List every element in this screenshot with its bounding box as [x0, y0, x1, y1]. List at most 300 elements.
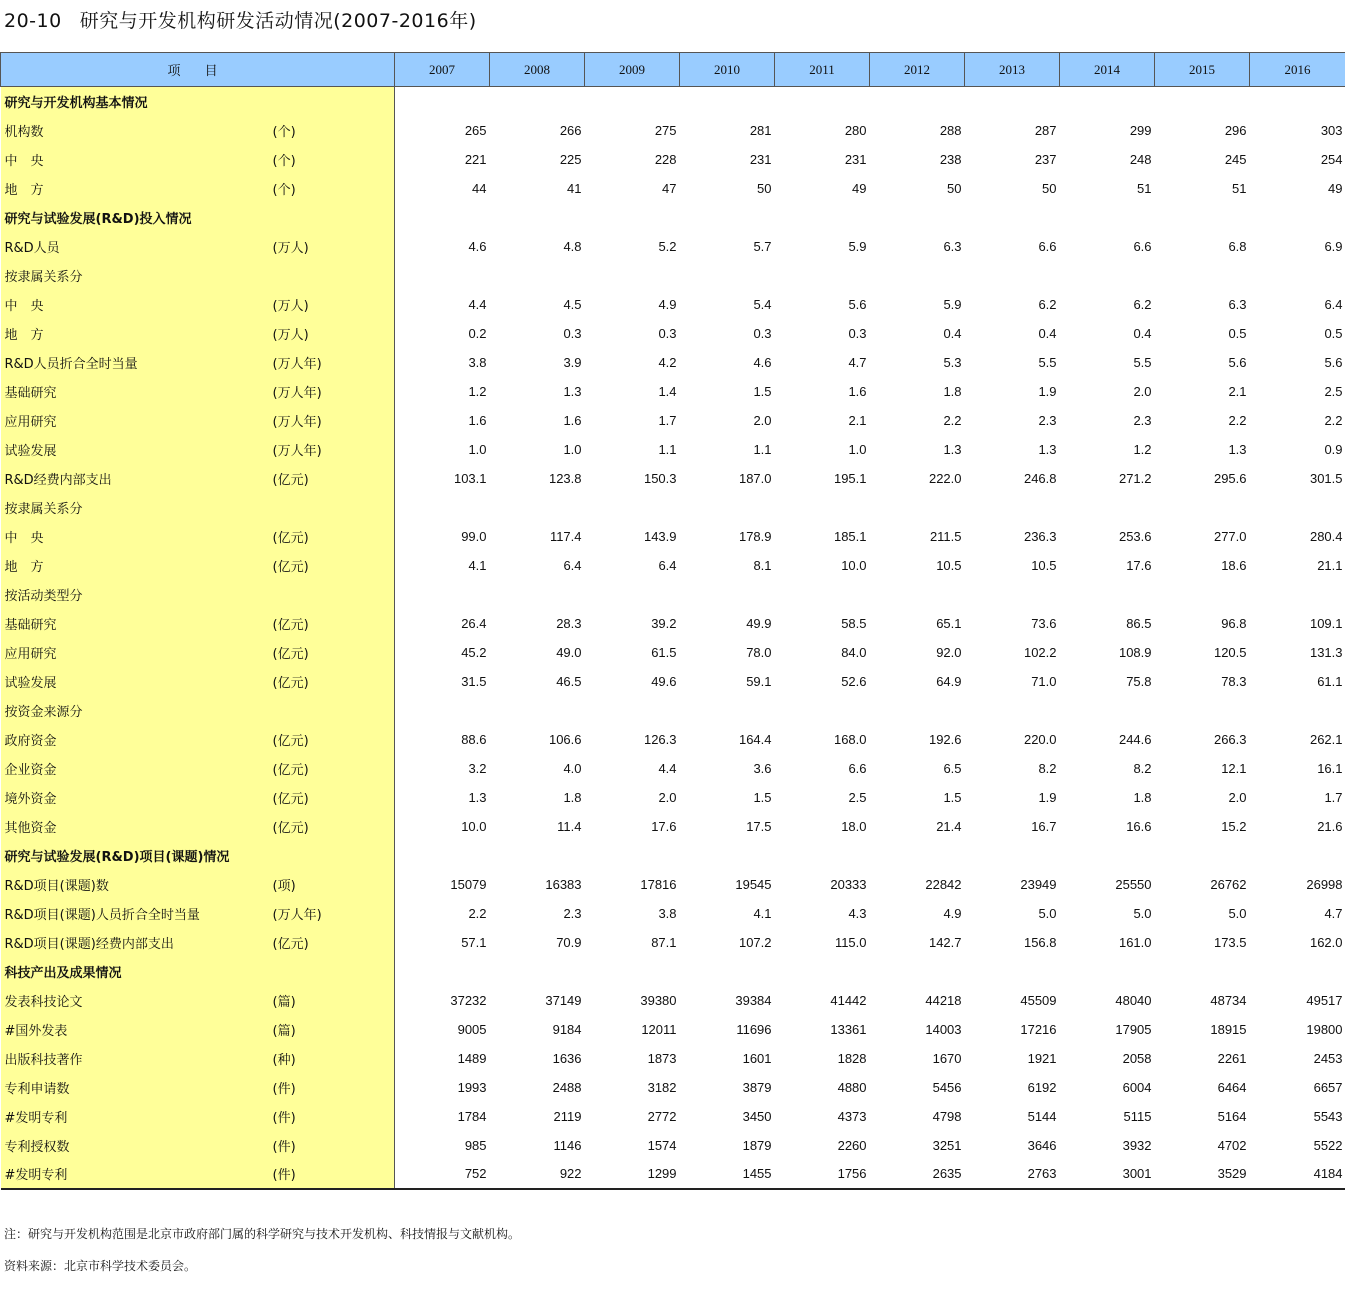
row-unit [271, 493, 395, 522]
value-cell [775, 261, 870, 290]
value-cell: 5.0 [1155, 899, 1250, 928]
row-unit: (件) [271, 1073, 395, 1102]
group-row [1, 696, 1345, 725]
value-cell: 2.5 [775, 783, 870, 812]
value-cell: 6.8 [1155, 232, 1250, 261]
value-cell: 26762 [1155, 870, 1250, 899]
table-row [1, 638, 1345, 667]
value-cell: 2058 [1060, 1044, 1155, 1073]
value-cell [585, 580, 680, 609]
value-cell: 73.6 [965, 609, 1060, 638]
value-cell [680, 493, 775, 522]
value-cell: 10.0 [775, 551, 870, 580]
value-cell [870, 87, 965, 116]
row-label: 研究与开发机构基本情况 [1, 87, 271, 116]
row-unit [271, 580, 395, 609]
value-cell: 10.0 [395, 812, 490, 841]
row-unit: (亿元) [271, 638, 395, 667]
value-cell: 6192 [965, 1073, 1060, 1102]
value-cell: 1.8 [1060, 783, 1155, 812]
row-unit [271, 203, 395, 232]
value-cell [490, 261, 585, 290]
table-row [1, 522, 1345, 551]
value-cell: 288 [870, 116, 965, 145]
value-cell: 18915 [1155, 1015, 1250, 1044]
table-row [1, 406, 1345, 435]
row-unit: (种) [271, 1044, 395, 1073]
row-unit: (亿元) [271, 783, 395, 812]
value-cell: 17905 [1060, 1015, 1155, 1044]
value-cell [585, 957, 680, 986]
value-cell [965, 957, 1060, 986]
value-cell: 13361 [775, 1015, 870, 1044]
value-cell [1250, 261, 1345, 290]
value-cell: 6.2 [1060, 290, 1155, 319]
row-label: 研究与试验发展(R&D)项目(课题)情况 [1, 841, 271, 870]
year-header: 2011 [775, 53, 870, 87]
row-unit: (亿元) [271, 464, 395, 493]
value-cell [490, 493, 585, 522]
value-cell: 75.8 [1060, 667, 1155, 696]
value-cell: 0.3 [585, 319, 680, 348]
value-cell [1060, 87, 1155, 116]
value-cell [870, 493, 965, 522]
value-cell: 48040 [1060, 986, 1155, 1015]
year-header: 2016 [1250, 53, 1345, 87]
value-cell: 49517 [1250, 986, 1345, 1015]
value-cell: 2.0 [585, 783, 680, 812]
value-cell [395, 261, 490, 290]
value-cell: 280.4 [1250, 522, 1345, 551]
value-cell: 1873 [585, 1044, 680, 1073]
value-cell: 221 [395, 145, 490, 174]
value-cell: 15.2 [1155, 812, 1250, 841]
value-cell: 752 [395, 1160, 490, 1189]
value-cell: 6.3 [870, 232, 965, 261]
value-cell: 1.5 [680, 783, 775, 812]
group-row [1, 493, 1345, 522]
value-cell: 16.1 [1250, 754, 1345, 783]
row-label: R&D项目(课题)数 [1, 870, 271, 899]
table-row [1, 754, 1345, 783]
section-row [1, 203, 1345, 232]
row-label: 中 央 [1, 145, 271, 174]
value-cell: 2260 [775, 1131, 870, 1160]
value-cell: 295.6 [1155, 464, 1250, 493]
row-label: 基础研究 [1, 609, 271, 638]
row-label: 研究与试验发展(R&D)投入情况 [1, 203, 271, 232]
table-row [1, 899, 1345, 928]
value-cell: 9184 [490, 1015, 585, 1044]
value-cell: 248 [1060, 145, 1155, 174]
row-label: 机构数 [1, 116, 271, 145]
value-cell: 2.2 [1155, 406, 1250, 435]
value-cell: 20333 [775, 870, 870, 899]
group-row [1, 580, 1345, 609]
value-cell: 287 [965, 116, 1060, 145]
value-cell: 108.9 [1060, 638, 1155, 667]
row-unit: (个) [271, 145, 395, 174]
value-cell [1155, 203, 1250, 232]
value-cell [680, 580, 775, 609]
value-cell [775, 957, 870, 986]
table-row [1, 464, 1345, 493]
value-cell: 5.4 [680, 290, 775, 319]
value-cell: 28.3 [490, 609, 585, 638]
value-cell: 142.7 [870, 928, 965, 957]
value-cell: 3.8 [585, 899, 680, 928]
value-cell: 1299 [585, 1160, 680, 1189]
value-cell: 4.1 [680, 899, 775, 928]
value-cell: 4.7 [1250, 899, 1345, 928]
row-unit: (万人年) [271, 377, 395, 406]
value-cell [1060, 696, 1155, 725]
row-label: #国外发表 [1, 1015, 271, 1044]
value-cell: 4.9 [585, 290, 680, 319]
value-cell: 17216 [965, 1015, 1060, 1044]
row-unit: (篇) [271, 1015, 395, 1044]
value-cell: 6.2 [965, 290, 1060, 319]
value-cell: 253.6 [1060, 522, 1155, 551]
value-cell [1250, 957, 1345, 986]
value-cell: 1784 [395, 1102, 490, 1131]
value-cell: 5.3 [870, 348, 965, 377]
value-cell: 23949 [965, 870, 1060, 899]
value-cell: 6.5 [870, 754, 965, 783]
row-unit: (亿元) [271, 667, 395, 696]
row-unit: (万人年) [271, 406, 395, 435]
value-cell: 3932 [1060, 1131, 1155, 1160]
value-cell: 4373 [775, 1102, 870, 1131]
value-cell: 1146 [490, 1131, 585, 1160]
value-cell: 5.9 [775, 232, 870, 261]
value-cell: 17.5 [680, 812, 775, 841]
value-cell: 96.8 [1155, 609, 1250, 638]
value-cell: 228 [585, 145, 680, 174]
row-label: 出版科技著作 [1, 1044, 271, 1073]
value-cell [1060, 580, 1155, 609]
value-cell [870, 841, 965, 870]
value-cell: 59.1 [680, 667, 775, 696]
value-cell: 5522 [1250, 1131, 1345, 1160]
value-cell: 1.7 [1250, 783, 1345, 812]
value-cell: 1828 [775, 1044, 870, 1073]
value-cell: 1.6 [775, 377, 870, 406]
year-header: 2007 [395, 53, 490, 87]
value-cell: 65.1 [870, 609, 965, 638]
value-cell: 1.0 [775, 435, 870, 464]
value-cell [870, 203, 965, 232]
year-header: 2012 [870, 53, 965, 87]
row-label: R&D项目(课题)人员折合全时当量 [1, 899, 271, 928]
value-cell [965, 493, 1060, 522]
value-cell: 3.9 [490, 348, 585, 377]
value-cell: 1.6 [395, 406, 490, 435]
value-cell: 1.3 [490, 377, 585, 406]
value-cell: 4702 [1155, 1131, 1250, 1160]
value-cell: 120.5 [1155, 638, 1250, 667]
value-cell: 21.6 [1250, 812, 1345, 841]
value-cell: 17.6 [1060, 551, 1155, 580]
table-body [1, 87, 1345, 1189]
value-cell: 58.5 [775, 609, 870, 638]
value-cell: 1.0 [490, 435, 585, 464]
value-cell: 88.6 [395, 725, 490, 754]
value-cell: 39380 [585, 986, 680, 1015]
value-cell [965, 203, 1060, 232]
table-row [1, 725, 1345, 754]
value-cell: 6.4 [490, 551, 585, 580]
value-cell [965, 696, 1060, 725]
value-cell: 61.5 [585, 638, 680, 667]
table-row [1, 319, 1345, 348]
value-cell: 296 [1155, 116, 1250, 145]
value-cell: 3001 [1060, 1160, 1155, 1189]
value-cell: 0.5 [1155, 319, 1250, 348]
value-cell: 16383 [490, 870, 585, 899]
value-cell: 168.0 [775, 725, 870, 754]
row-unit: (亿元) [271, 812, 395, 841]
value-cell: 1670 [870, 1044, 965, 1073]
value-cell: 37149 [490, 986, 585, 1015]
value-cell: 164.4 [680, 725, 775, 754]
value-cell: 4.4 [395, 290, 490, 319]
row-label: #发明专利 [1, 1160, 271, 1189]
row-unit: (万人) [271, 319, 395, 348]
value-cell: 1601 [680, 1044, 775, 1073]
value-cell: 131.3 [1250, 638, 1345, 667]
value-cell: 50 [870, 174, 965, 203]
value-cell: 4.6 [395, 232, 490, 261]
value-cell: 115.0 [775, 928, 870, 957]
value-cell [1250, 493, 1345, 522]
value-cell: 277.0 [1155, 522, 1250, 551]
row-label: 专利授权数 [1, 1131, 271, 1160]
value-cell [1060, 203, 1155, 232]
value-cell [680, 696, 775, 725]
value-cell [1060, 261, 1155, 290]
value-cell: 26.4 [395, 609, 490, 638]
value-cell [1155, 580, 1250, 609]
table-row [1, 348, 1345, 377]
value-cell: 78.0 [680, 638, 775, 667]
value-cell: 92.0 [870, 638, 965, 667]
row-unit: (万人) [271, 290, 395, 319]
footnotes [4, 1225, 520, 1289]
row-label: 其他资金 [1, 812, 271, 841]
value-cell: 103.1 [395, 464, 490, 493]
year-header: 2014 [1060, 53, 1155, 87]
value-cell: 4.8 [490, 232, 585, 261]
row-unit: (亿元) [271, 754, 395, 783]
value-cell: 16.6 [1060, 812, 1155, 841]
value-cell: 16.7 [965, 812, 1060, 841]
value-cell [585, 493, 680, 522]
row-label: 专利申请数 [1, 1073, 271, 1102]
value-cell: 2.3 [1060, 406, 1155, 435]
table-row [1, 435, 1345, 464]
value-cell: 5.5 [1060, 348, 1155, 377]
value-cell: 78.3 [1155, 667, 1250, 696]
section-row [1, 957, 1345, 986]
value-cell: 49.0 [490, 638, 585, 667]
table-row [1, 1073, 1345, 1102]
value-cell: 52.6 [775, 667, 870, 696]
value-cell [490, 957, 585, 986]
value-cell: 1.9 [965, 377, 1060, 406]
value-cell: 45509 [965, 986, 1060, 1015]
row-label: 科技产出及成果情况 [1, 957, 271, 986]
table-title: 研究与开发机构研发活动情况(2007-2016年) [80, 10, 477, 32]
value-cell: 1.5 [870, 783, 965, 812]
row-unit [271, 696, 395, 725]
value-cell: 2488 [490, 1073, 585, 1102]
value-cell: 1.3 [870, 435, 965, 464]
value-cell: 2763 [965, 1160, 1060, 1189]
value-cell: 10.5 [965, 551, 1060, 580]
value-cell: 162.0 [1250, 928, 1345, 957]
value-cell [680, 957, 775, 986]
group-row [1, 261, 1345, 290]
value-cell: 15079 [395, 870, 490, 899]
value-cell: 1636 [490, 1044, 585, 1073]
value-cell: 0.3 [775, 319, 870, 348]
value-cell: 5.6 [1250, 348, 1345, 377]
value-cell: 275 [585, 116, 680, 145]
value-cell [490, 841, 585, 870]
value-cell: 8.2 [965, 754, 1060, 783]
value-cell [585, 203, 680, 232]
value-cell: 985 [395, 1131, 490, 1160]
value-cell: 1879 [680, 1131, 775, 1160]
value-cell: 220.0 [965, 725, 1060, 754]
value-cell: 44218 [870, 986, 965, 1015]
value-cell: 2.1 [775, 406, 870, 435]
table-row [1, 145, 1345, 174]
value-cell: 2261 [1155, 1044, 1250, 1073]
value-cell: 5.2 [585, 232, 680, 261]
row-unit [271, 87, 395, 116]
value-cell: 1.4 [585, 377, 680, 406]
value-cell: 4.1 [395, 551, 490, 580]
row-label: R&D人员 [1, 232, 271, 261]
value-cell: 3251 [870, 1131, 965, 1160]
value-cell: 126.3 [585, 725, 680, 754]
year-header: 2008 [490, 53, 585, 87]
row-label: 发表科技论文 [1, 986, 271, 1015]
value-cell: 50 [680, 174, 775, 203]
value-cell [775, 203, 870, 232]
value-cell: 4.4 [585, 754, 680, 783]
value-cell: 1.8 [870, 377, 965, 406]
table-row [1, 1044, 1345, 1073]
row-label: 按资金来源分 [1, 696, 271, 725]
year-header: 2015 [1155, 53, 1250, 87]
value-cell: 1.3 [1155, 435, 1250, 464]
value-cell: 4.3 [775, 899, 870, 928]
value-cell [490, 580, 585, 609]
value-cell: 64.9 [870, 667, 965, 696]
value-cell: 3182 [585, 1073, 680, 1102]
value-cell: 231 [680, 145, 775, 174]
value-cell: 6.6 [965, 232, 1060, 261]
row-label: 地 方 [1, 319, 271, 348]
value-cell: 1.2 [1060, 435, 1155, 464]
value-cell: 107.2 [680, 928, 775, 957]
row-label: R&D经费内部支出 [1, 464, 271, 493]
row-label: 地 方 [1, 551, 271, 580]
value-cell: 185.1 [775, 522, 870, 551]
value-cell: 1.1 [680, 435, 775, 464]
row-unit: (亿元) [271, 522, 395, 551]
row-unit: (个) [271, 116, 395, 145]
row-unit: (万人年) [271, 435, 395, 464]
value-cell: 2119 [490, 1102, 585, 1131]
value-cell: 231 [775, 145, 870, 174]
value-cell: 9005 [395, 1015, 490, 1044]
value-cell: 0.5 [1250, 319, 1345, 348]
value-cell: 3646 [965, 1131, 1060, 1160]
value-cell: 12011 [585, 1015, 680, 1044]
value-cell: 1.1 [585, 435, 680, 464]
value-cell: 41 [490, 174, 585, 203]
value-cell: 2.2 [870, 406, 965, 435]
value-cell: 1993 [395, 1073, 490, 1102]
value-cell: 1.3 [965, 435, 1060, 464]
value-cell: 4.6 [680, 348, 775, 377]
value-cell: 11696 [680, 1015, 775, 1044]
value-cell: 0.4 [870, 319, 965, 348]
value-cell [1155, 493, 1250, 522]
row-label: 试验发展 [1, 667, 271, 696]
value-cell: 39384 [680, 986, 775, 1015]
value-cell: 0.9 [1250, 435, 1345, 464]
source-note: 资料来源：北京市科学技术委员会。 [4, 1257, 520, 1289]
row-unit [271, 841, 395, 870]
table-row [1, 1131, 1345, 1160]
value-cell: 1489 [395, 1044, 490, 1073]
value-cell: 6.6 [775, 754, 870, 783]
table-row [1, 986, 1345, 1015]
row-label: 境外资金 [1, 783, 271, 812]
value-cell [1250, 203, 1345, 232]
value-cell: 238 [870, 145, 965, 174]
value-cell: 6.4 [585, 551, 680, 580]
value-cell: 21.4 [870, 812, 965, 841]
data-table [0, 52, 1345, 1190]
value-cell: 51 [1060, 174, 1155, 203]
value-cell: 4.0 [490, 754, 585, 783]
value-cell: 6.4 [1250, 290, 1345, 319]
value-cell [680, 87, 775, 116]
value-cell: 2.1 [1155, 377, 1250, 406]
table-row [1, 812, 1345, 841]
value-cell: 225 [490, 145, 585, 174]
value-cell: 2772 [585, 1102, 680, 1131]
table-row [1, 377, 1345, 406]
value-cell: 246.8 [965, 464, 1060, 493]
value-cell [680, 841, 775, 870]
value-cell [775, 87, 870, 116]
table-row [1, 870, 1345, 899]
value-cell: 39.2 [585, 609, 680, 638]
row-label: #发明专利 [1, 1102, 271, 1131]
value-cell [490, 203, 585, 232]
value-cell: 87.1 [585, 928, 680, 957]
value-cell: 3.8 [395, 348, 490, 377]
table-row [1, 1102, 1345, 1131]
value-cell: 84.0 [775, 638, 870, 667]
